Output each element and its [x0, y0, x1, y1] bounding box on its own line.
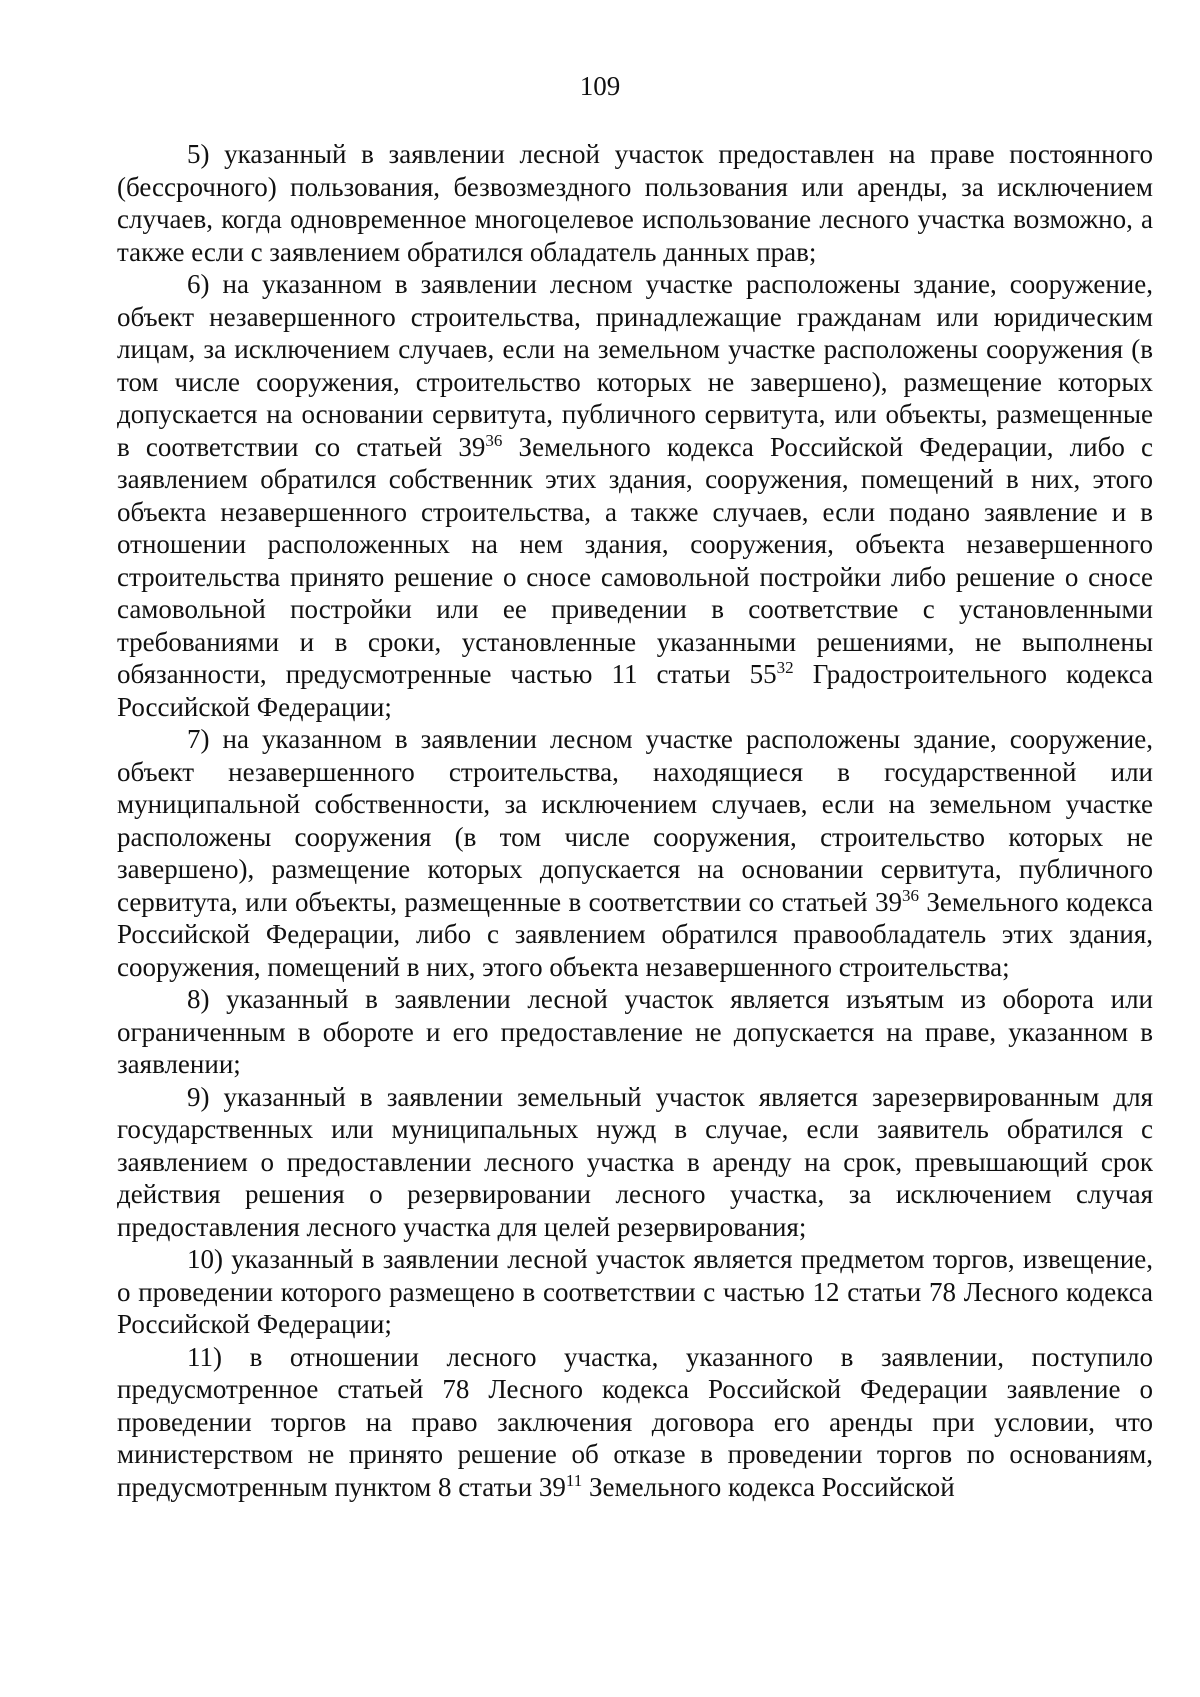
paragraph-text: 10) указанный в заявлении лесной участок является предметом торгов, извещение, о проведении которого размещено в соответствии с частью 12 статьи 78 Лесного кодекса Российской Федерации;	[117, 1244, 1153, 1339]
paragraph	[117, 138, 1153, 268]
paragraph-text: 9) указанный в заявлении земельный участок является зарезервированным для государственных или муниципальных нужд в случае, если заявитель обратился с заявлением о предоставлении лесного участка в аренду на срок, превышающий срок действия решения о резервировании лесного участка, за исключением случая предоставления лесного участка для целей резервирования;	[117, 1081, 1153, 1242]
paragraph-text: 5) указанный в заявлении лесной участок предоставлен на праве постоянного (бессрочного) пользования, безвозмездного пользования или аренды, за исключением случаев, когда одновременное многоцелевое использование лесного участка возможно, а также если с заявлением обратился обладатель данных прав;	[117, 139, 1153, 267]
article-superscript: 32	[776, 658, 794, 677]
paragraph-text: Градостроительного кодекса Российской Федерации;	[117, 659, 1154, 722]
paragraph	[117, 723, 1153, 983]
paragraph	[117, 983, 1153, 1081]
article-superscript: 11	[565, 1470, 583, 1490]
paragraph-text: 8) указанный в заявлении лесной участок является изъятым из оборота или ограниченным в обороте и его предоставление не допускается на праве, указанном в заявлении;	[117, 984, 1153, 1079]
paragraph-text: Земельного кодекса Российской Федерации, либо с заявлением обратился правообладатель этих здания, сооружения, помещений в них, этого объекта незавершенного строительства;	[117, 886, 1153, 982]
paragraph-text: 7) на указанном в заявлении лесном участке расположены здание, сооружение, объект незавершенного строительства, находящиеся в государственной или муниципальной собственности, за исключением случаев, если на земельном участке расположены сооружения (в том числе сооружения, строительство которых не завершено), размещение которых допускается на основании сервитута, публичного сервитута, или объекты, размещенные в соответствии со статьей 39	[117, 724, 1153, 917]
paragraph	[117, 1341, 1153, 1504]
paragraph-text: 11) в отношении лесного участка, указанного в заявлении, поступило предусмотренное статьей 78 Лесного кодекса Российской Федерации заявление о проведении торгов на право заключения договора его аренды при условии, что министерством не принято решение об отказе в проведении торгов по основаниям, предусмотренным пунктом 8 статьи 39	[117, 1341, 1153, 1502]
paragraph-text: Земельного кодекса Российской Федерации, либо с заявлением обратился собственник этих здания, сооружения, помещений в них, этого объекта незавершенного строительства, а также случаев, если подано заявление и в отношении расположенных на нем здания, сооружения, объекта незавершенного строительства принято решение о сносе самовольной постройки либо решение о сносе самовольной постройки или ее приведении в соответствие с установленными требованиями и в сроки, установленные указанными решениями, не выполнены обязанности, предусмотренные частью 11 статьи 55	[117, 431, 1153, 689]
article-superscript: 36	[901, 885, 919, 905]
paragraph	[117, 1081, 1153, 1244]
paragraph	[117, 268, 1153, 723]
page-number: 109	[579, 71, 621, 101]
article-superscript: 36	[485, 430, 503, 450]
paragraph-text: 6) на указанном в заявлении лесном участке расположены здание, сооружение, объект незавершенного строительства, принадлежащие гражданам или юридическим лицам, за исключением случаев, если на земельном участке расположены сооружения (в том числе сооружения, строительство которых не завершено), размещение которых допускается на основании сервитута, публичного сервитута, или объекты, размещенные в соответствии со статьей 39	[117, 269, 1153, 462]
paragraph	[117, 1243, 1153, 1341]
paragraph-text: Земельного кодекса Российской	[582, 1471, 955, 1502]
document-body	[117, 138, 1153, 1503]
